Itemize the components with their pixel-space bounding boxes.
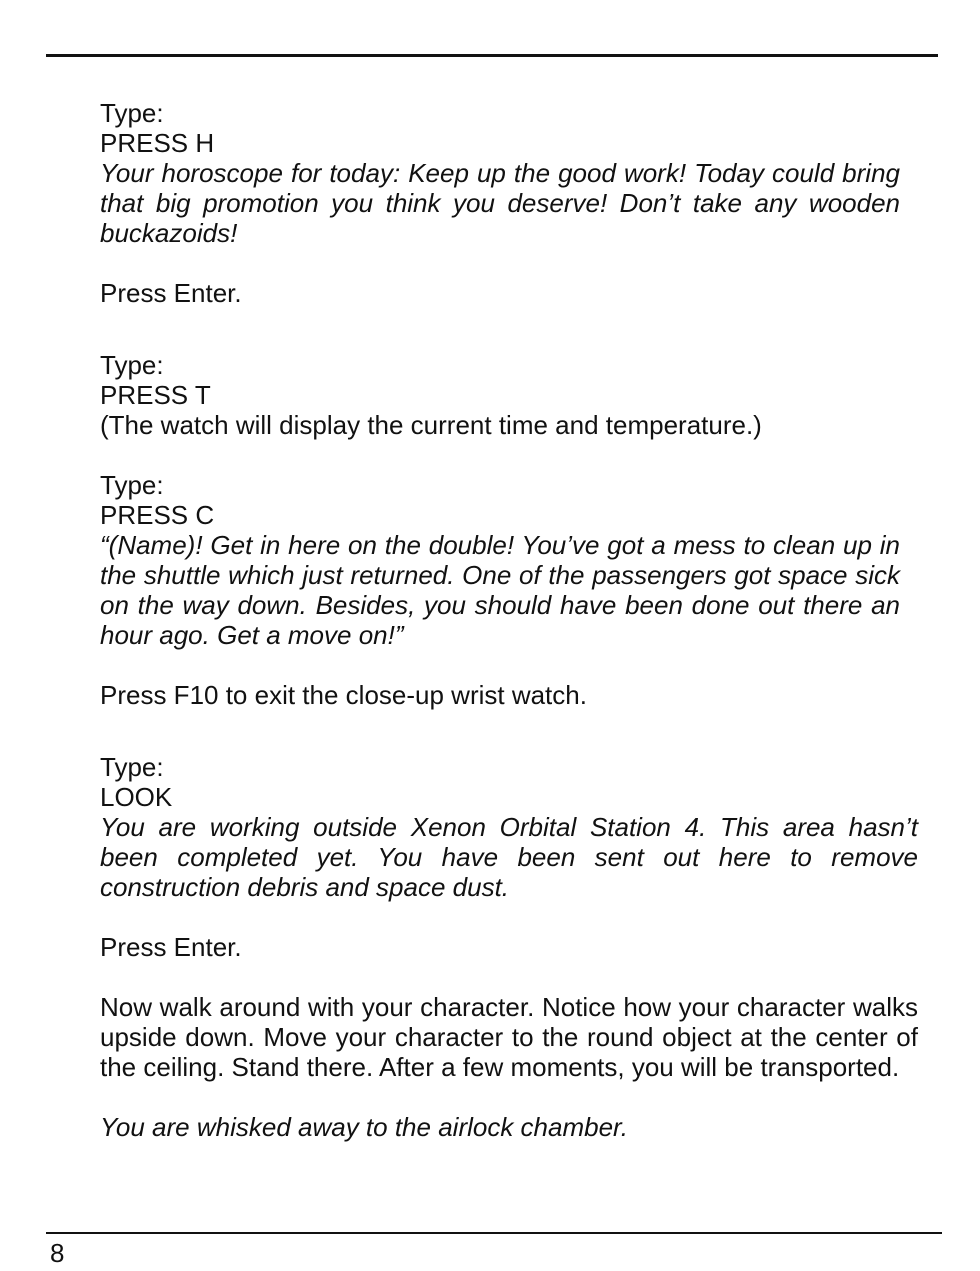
page-body [100,98,918,1142]
section-look [100,752,918,962]
response-text: You are working outside Xenon Orbital Station 4. This area hasn’t been completed yet. You have been sent out here to remove construction debris and space dust. [100,812,918,902]
outcome-text: You are whisked away to the airlock chamber. [100,1112,628,1142]
top-rule [46,54,938,57]
section-press-c [100,470,918,710]
response-text: “(Name)! Get in here on the double! You’ve got a mess to clean up in the shuttle which just returned. One of the passengers got space sick on the way down. Besides, you should have been done out there an hour ago. Get a move on!” [100,530,900,650]
followup-text: Press F10 to exit the close-up wrist watch. [100,680,587,710]
command-text: PRESS C [100,500,215,530]
response-text: Your horoscope for today: Keep up the good work! Today could bring that big promotion you think you deserve! Don’t take any wooden buckazoids! [100,158,900,248]
note-text: (The watch will display the current time and temperature.) [100,410,762,440]
followup-text: Press Enter. [100,932,242,962]
bottom-rule [46,1232,942,1234]
type-label: Type: [100,752,164,782]
followup-text: Press Enter. [100,278,242,308]
section-press-h [100,98,918,308]
type-label: Type: [100,98,164,128]
page-number: 8 [50,1238,65,1268]
command-text: PRESS T [100,380,211,410]
command-text: PRESS H [100,128,215,158]
type-label: Type: [100,350,164,380]
type-label: Type: [100,470,164,500]
section-press-t [100,350,918,440]
command-text: LOOK [100,782,173,812]
instruction-paragraph: Now walk around with your character. Notice how your character walks upside down. Move your character to the round object at the center of the ceiling. Stand there. After a few moments, you will be transported. [100,992,918,1082]
